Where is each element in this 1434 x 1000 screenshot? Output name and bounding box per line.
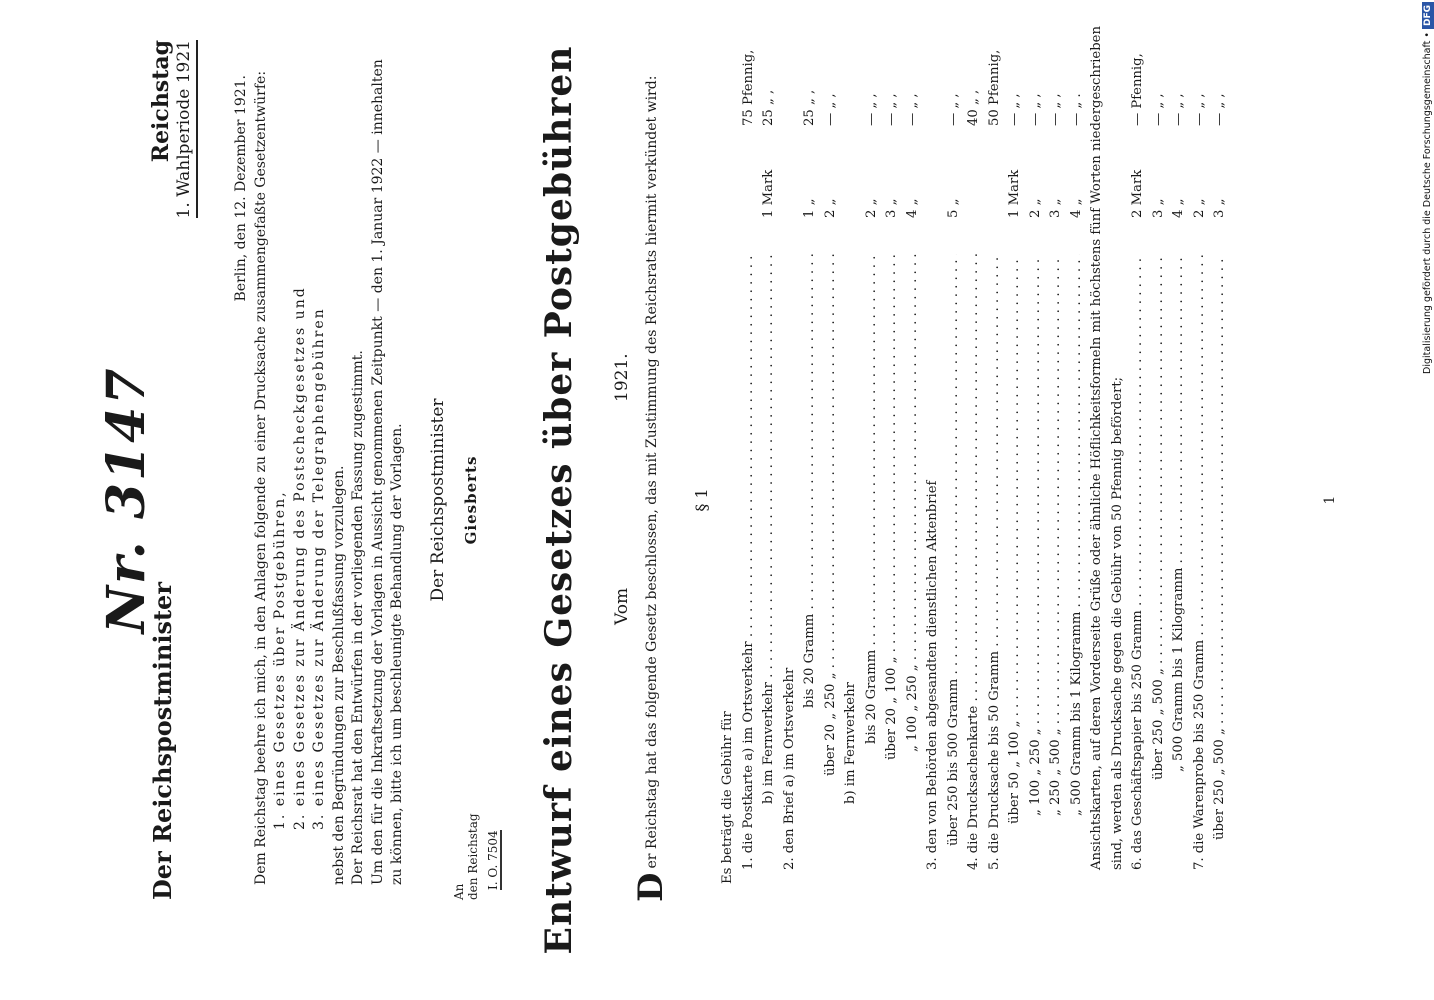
fee-pfennig: — „ , xyxy=(1150,93,1166,126)
fee-pfennig: — „ , xyxy=(884,93,899,126)
parliament-name: Reichstag xyxy=(148,40,174,163)
fee-label: b) im Fernverkehr xyxy=(843,682,858,804)
postcard-note-text: Ansichtskarten, auf deren Vorderseite Grüße oder ähnliche Höflichkeitsformeln mit höchstens fünf Worten niedergeschrieben sind, werden als Drucksache gegen die Gebühr von 50 Pfennig befördert; xyxy=(1089,26,1125,870)
fee-pfennig: 25 „ , xyxy=(802,89,817,126)
letter-opening: Dem Reichstag beehre ich mich, in den Anlagen folgende zu einer Drucksache zusammengefaßte Gesetzentwürfe: xyxy=(252,70,269,885)
fee-mark: 3 „ xyxy=(884,198,899,218)
letter-consent: Der Reichsrat hat den Entwürfen in der vorliegenden Fassung zugestimmt. xyxy=(350,350,366,885)
fee-label: 5. die Drucksache bis 50 Gramm . . . xyxy=(985,254,1006,884)
fee-mark: 4 „ xyxy=(1068,198,1084,218)
fee-label: „ 500 Gramm bis 1 Kilogramm . . . xyxy=(1067,254,1088,884)
fee-row xyxy=(800,14,821,884)
fee-pfennig: — Pfennig, xyxy=(1130,53,1145,126)
fee-label: b) im Fernverkehr . . . xyxy=(759,254,780,884)
fee-label: bis 20 Gramm . . . xyxy=(862,254,883,884)
fee-label: „ 500 Gramm bis 1 Kilogramm . . . xyxy=(1169,254,1190,884)
fee-label: Es beträgt die Gebühr für xyxy=(720,711,735,884)
fee-mark: 1 Mark xyxy=(1007,169,1022,218)
drop-cap: D xyxy=(631,872,671,902)
fee-row xyxy=(739,14,760,884)
fee-pfennig: — „ . xyxy=(1068,93,1084,126)
fee-row xyxy=(923,14,944,884)
bill-title: Entwurf eines Gesetzes über Postgebühren xyxy=(538,45,580,955)
fee-row xyxy=(1190,14,1211,884)
bill-intro xyxy=(631,22,671,902)
fee-pfennig: — „ , xyxy=(863,93,879,126)
fee-label: 3. den von Behörden abgesandten dienstlichen Aktenbrief xyxy=(925,480,940,870)
dateline: Berlin, den 12. Dezember 1921. xyxy=(233,75,249,302)
addressee-line: An xyxy=(452,883,466,900)
letter-item: 1. eines Gesetzes über Postgebühren, xyxy=(272,490,288,830)
fee-label: 6. das Geschäftspapier bis 250 Gramm . . . xyxy=(1128,254,1149,884)
fee-row xyxy=(1067,14,1088,884)
fee-label: 4. die Drucksachenkarte . . . xyxy=(964,254,985,884)
fee-mark: 5 „ xyxy=(945,198,961,218)
fee-row xyxy=(841,14,862,884)
postcard-note xyxy=(1087,14,1128,884)
fee-mark: 4 „ xyxy=(1171,198,1186,218)
dfg-logo: DFG xyxy=(1422,2,1434,29)
fee-pfennig: 40 „ , xyxy=(966,89,981,126)
fee-label: über 20 „ 100 „ . . . xyxy=(882,254,903,884)
fee-row xyxy=(882,14,903,884)
fee-row xyxy=(718,14,739,884)
fee-pfennig: — „ , xyxy=(945,93,961,126)
fee-pfennig: 50 Pfennig, xyxy=(986,49,1002,126)
fee-label: 2. den Brief a) im Ortsverkehr xyxy=(781,667,797,870)
fee-row xyxy=(1210,14,1231,884)
fee-mark: 2 „ xyxy=(1191,198,1207,218)
fee-label: über 50 „ 100 „ . . . xyxy=(1005,254,1026,884)
fee-row xyxy=(1169,14,1190,884)
fee-mark: 2 Mark xyxy=(1130,169,1145,218)
fee-pfennig: 75 Pfennig, xyxy=(740,49,756,126)
sender-heading: Der Reichspostminister xyxy=(148,582,177,900)
cover-letter xyxy=(232,55,408,885)
fee-label: über 250 bis 500 Gramm . . . xyxy=(944,254,965,884)
fee-row xyxy=(862,14,883,884)
parliament-period: 1. Wahlperiode 1921 xyxy=(174,40,198,219)
fee-row xyxy=(964,14,985,884)
fee-pfennig: 25 „ , xyxy=(761,89,776,126)
signer-name: Giesberts xyxy=(462,455,480,545)
fee-row xyxy=(903,14,924,884)
fee-mark: 1 Mark xyxy=(761,169,776,218)
fee-pfennig: — „ , xyxy=(904,93,920,126)
fee-pfennig: — „ , xyxy=(1027,93,1043,126)
fee-mark: 3 „ xyxy=(1150,198,1166,218)
fee-label: „ 100 „ 250 „ . . . xyxy=(903,254,924,884)
fee-mark: 1 „ xyxy=(802,198,817,218)
fee-row xyxy=(1046,14,1067,884)
page-number: 1 xyxy=(1322,495,1338,505)
reference-number: I. O. 7504 xyxy=(486,830,500,890)
digitization-credit xyxy=(1419,0,1434,1000)
fee-mark: 2 „ xyxy=(822,198,838,218)
letter-request: Um den für die Inkraftsetzung der Vorlagen in Aussicht genommenen Zeitpunkt — den 1. Januar 1922 — innehalten zu können, bitte ich um beschleunigte Behandlung der Vorlagen. xyxy=(369,59,405,885)
fee-mark: 2 „ xyxy=(863,198,879,218)
addressee-block xyxy=(452,813,502,900)
fee-row xyxy=(1005,14,1026,884)
fee-pfennig: — „ , xyxy=(822,93,838,126)
credit-text-wrap xyxy=(1419,0,1434,1000)
fee-rows xyxy=(1128,14,1231,884)
fee-label: über 250 „ 500 „ . . . xyxy=(1149,254,1170,884)
fee-rows xyxy=(718,14,1087,884)
fee-row xyxy=(985,14,1006,884)
fee-table xyxy=(718,14,1231,884)
paragraph-heading: § 1 xyxy=(692,488,711,512)
fee-mark: 4 „ xyxy=(904,198,920,218)
fee-label: „ 250 „ 500 „ . . . xyxy=(1046,254,1067,884)
fee-row xyxy=(780,14,801,884)
fee-label: „ 100 „ 250 „ . . . xyxy=(1026,254,1047,884)
fee-pfennig: — „ , xyxy=(1171,93,1186,126)
fee-pfennig: — „ , xyxy=(1212,93,1227,126)
fee-mark: 2 „ xyxy=(1027,198,1043,218)
fee-label: über 250 „ 500 „ . . . xyxy=(1210,254,1231,884)
fee-label: über 20 „ 250 „ . . . xyxy=(821,254,842,884)
fee-label: bis 20 Gramm . . . xyxy=(800,254,821,884)
credit-text: Digitalisierung gefördert durch die Deutsche Forschungsgemeinschaft • xyxy=(1422,32,1433,374)
letter-item: 2. eines Gesetzes zur Änderung des Postscheckgesetzes und xyxy=(291,286,308,830)
fee-row xyxy=(1149,14,1170,884)
letter-item: 3. eines Gesetzes zur Änderung der Telegraphengebühren xyxy=(311,307,327,830)
fee-pfennig: — „ , xyxy=(1007,93,1022,126)
bill-date-prefix: Vom xyxy=(612,587,632,625)
fee-pfennig: — „ , xyxy=(1048,93,1063,126)
letter-after-items: nebst den Begründungen zur Beschlußfassung vorzulegen. xyxy=(330,465,347,885)
fee-row xyxy=(759,14,780,884)
signer-title: Der Reichspostminister xyxy=(428,398,448,602)
fee-pfennig: — „ , xyxy=(1191,93,1207,126)
fee-label: 1. die Postkarte a) im Ortsverkehr . . . xyxy=(739,254,760,884)
fee-row xyxy=(821,14,842,884)
fee-mark: 3 „ xyxy=(1048,198,1063,218)
fee-label: 7. die Warenprobe bis 250 Gramm . . . xyxy=(1190,254,1211,884)
fee-mark: 3 „ xyxy=(1212,198,1227,218)
fee-row xyxy=(1128,14,1149,884)
fee-row xyxy=(944,14,965,884)
addressee-line: den Reichstag xyxy=(466,813,480,900)
document-number: Nr. 3147 xyxy=(96,366,157,634)
fee-row xyxy=(1026,14,1047,884)
bill-intro-text: er Reichstag hat das folgende Gesetz beschlossen, das mit Zustimmung des Reichsrats hiermit verkündet wird: xyxy=(644,75,660,869)
bill-year: 1921. xyxy=(612,353,632,402)
